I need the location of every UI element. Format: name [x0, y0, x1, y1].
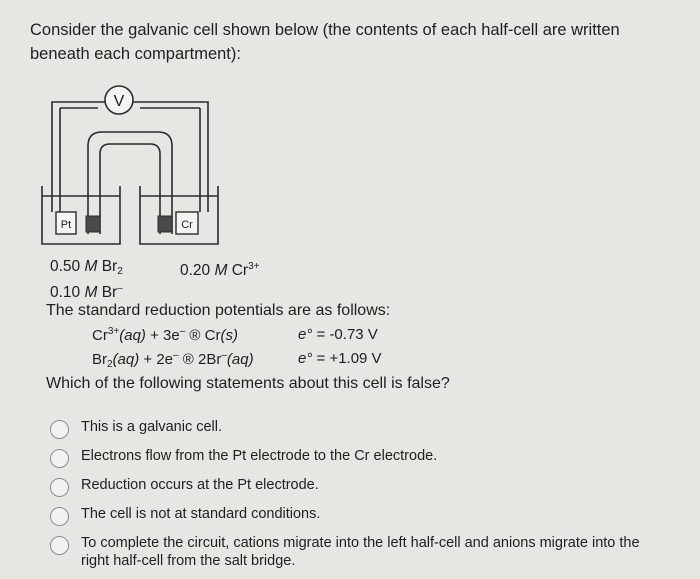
option-5[interactable] [50, 534, 670, 570]
option-4-radio[interactable] [50, 507, 69, 526]
cr-electrode-label: Cr [181, 219, 193, 231]
option-3-label: Reduction occurs at the Pt electrode. [81, 477, 319, 493]
pt-electrode-label: Pt [60, 219, 72, 231]
solution-contents [50, 256, 260, 301]
option-3-radio[interactable] [50, 478, 69, 497]
right-solution: 0.20 M $Cr^{3+}$ [180, 261, 260, 279]
potential-2: e° = +1.09 V [298, 350, 382, 367]
left-solution-2: 0.10 M Br– [50, 283, 123, 301]
solution-row-2 [50, 278, 123, 300]
option-1-radio[interactable] [50, 420, 69, 439]
option-1-label: This is a galvanic cell. [81, 419, 223, 435]
option-4-label: The cell is not at standard conditions. [81, 506, 321, 522]
question-intro: Consider the galvanic cell shown below (the contents of each half-cell are written beneath each compartment): [30, 21, 620, 63]
option-5-label: To complete the circuit, cations migrate into the left half-cell and anions migrate into the right half-cell from the salt bridge. [81, 535, 640, 569]
left-solution-1: 0.50 M $Br_2$ [50, 258, 123, 277]
option-2-label: Electrons flow from the Pt electrode to the Cr electrode. [81, 448, 438, 464]
left-beaker [42, 186, 120, 244]
option-2[interactable] [50, 447, 670, 468]
question-prompt: Which of the following statements about this cell is false? [46, 375, 450, 392]
answer-options [50, 418, 670, 578]
reaction-2: $Br_2(aq) + 2e^-$ ® 2Br–(aq) [92, 350, 254, 370]
voltmeter-label: V [113, 93, 125, 110]
solution-row-1 [50, 256, 260, 279]
option-3[interactable] [50, 476, 670, 497]
potential-1: e° = -0.73 V [298, 326, 378, 343]
potentials-intro: The standard reduction potentials are as follows: [46, 302, 391, 319]
option-2-radio[interactable] [50, 449, 69, 468]
reaction-1: $Cr^{3+}(aq) + 3e^-$ ® Cr(s) [92, 326, 238, 344]
option-5-radio[interactable] [50, 536, 69, 555]
galvanic-cell-diagram [30, 84, 230, 254]
option-4[interactable] [50, 505, 670, 526]
option-1[interactable] [50, 418, 670, 439]
